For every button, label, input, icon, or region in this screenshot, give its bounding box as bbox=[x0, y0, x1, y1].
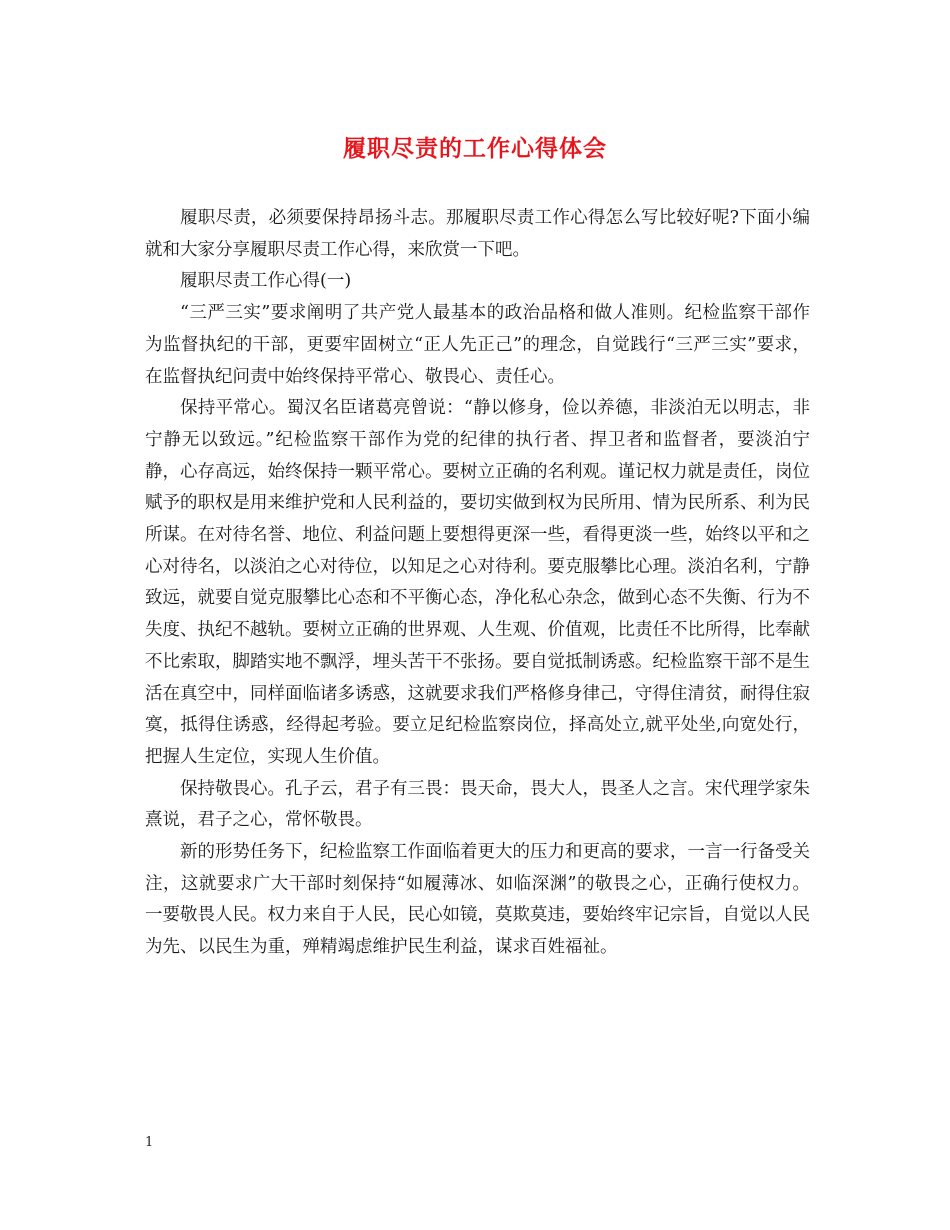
body-paragraph: 保持平常心。蜀汉名臣诸葛亮曾说：“静以修身，俭以养德，非淡泊无以明志，非宁静无以致远。”纪检监察干部作为党的纪律的执行者、捍卫者和监督者，要淡泊宁静，心存高远，始终保持一颗平常心。要树立正确的名利观。谨记权力就是责任，岗位赋予的职权是用来维护党和人民利益的，要切实做到权为民所用、情为民所系、利为民所谋。在对待名誉、地位、利益问题上要想得更深一些，看得更淡一些，始终以平和之心对待名，以淡泊之心对待位，以知足之心对待利。要克服攀比心理。淡泊名利，宁静致远，就要自觉克服攀比心态和不平衡心态，净化私心杂念，做到心态不失衡、行为不失度、执纪不越轨。要树立正确的世界观、人生观、价值观，比责任不比所得，比奉献不比索取，脚踏实地不飘浮，埋头苦干不张扬。要自觉抵制诱惑。纪检监察干部不是生活在真空中，同样面临诸多诱惑，这就要求我们严格修身律己，守得住清贫，耐得住寂寞，抵得住诱惑，经得起考验。要立足纪检监察岗位，择高处立,就平处坐,向宽处行，把握人生定位，实现人生价值。 bbox=[145, 398, 810, 767]
body-paragraph: 保持敬畏心。孔子云，君子有三畏：畏天命，畏大人，畏圣人之言。宋代理学家朱熹说，君子之心，常怀敬畏。 bbox=[145, 778, 810, 831]
body-paragraph: “三严三实”要求阐明了共产党人最基本的政治品格和做人准则。纪检监察干部作为监督执纪的干部，更要牢固树立“正人先正己”的理念，自觉践行“三严三实”要求，在监督执纪问责中始终保持平常心、敬畏心、责任心。 bbox=[145, 303, 810, 387]
document-body bbox=[145, 203, 810, 964]
body-paragraph: 新的形势任务下，纪检监察工作面临着更大的压力和更高的要求，一言一行备受关注，这就要求广大干部时刻保持“如履薄冰、如临深渊”的敬畏之心，正确行使权力。一要敬畏人民。权力来自于人民，民心如镜，莫欺莫违，要始终牢记宗旨，自觉以人民为先、以民生为重，殚精竭虑维护民生利益，谋求百姓福祉。 bbox=[145, 842, 810, 958]
intro-paragraph: 履职尽责，必须要保持昂扬斗志。那履职尽责工作心得怎么写比较好呢?下面小编就和大家分享履职尽责工作心得，来欣赏一下吧。 bbox=[145, 208, 810, 260]
section-heading: 履职尽责工作心得(一) bbox=[180, 271, 352, 292]
page-number: 1 bbox=[145, 1135, 154, 1150]
document-title: 履职尽责的工作心得体会 bbox=[343, 135, 607, 162]
